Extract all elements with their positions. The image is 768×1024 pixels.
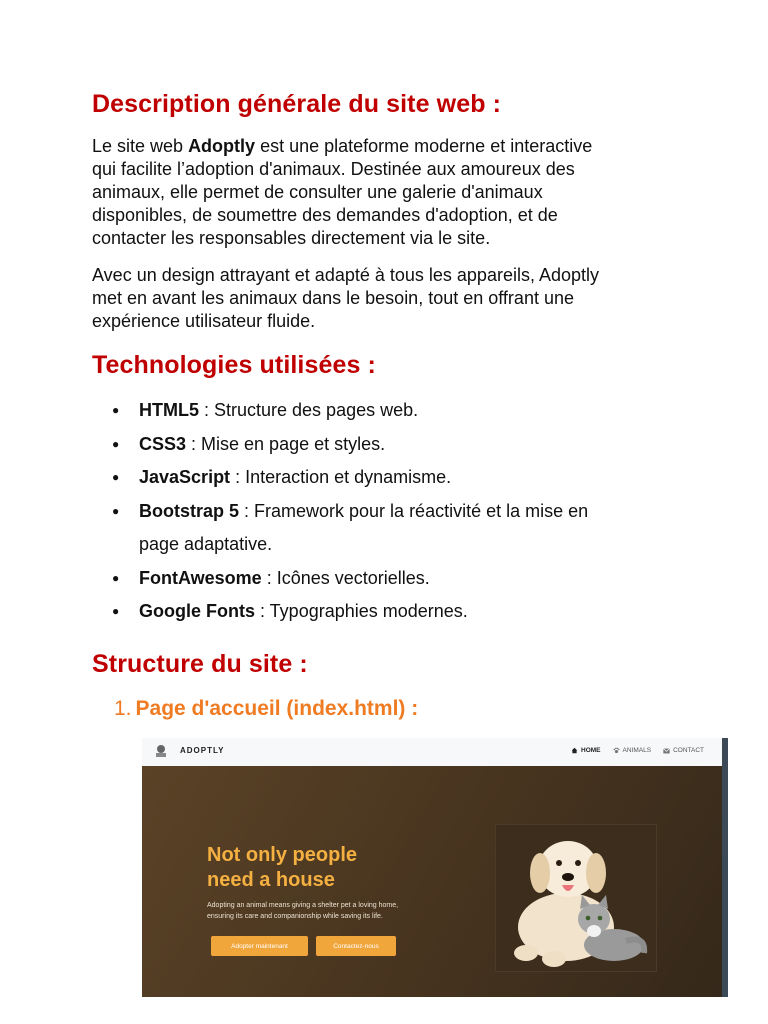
site-brand: ADOPTLY [180, 746, 225, 755]
text-run: est une plateforme moderne et interactive [255, 136, 593, 156]
contact-us-button: Contactez-nous [316, 936, 396, 956]
adopt-now-button: Adopter maintenant [211, 936, 308, 956]
section-heading-description: Description générale du site web : [92, 90, 502, 118]
list-item [112, 461, 712, 495]
list-item [112, 394, 712, 428]
envelope-icon [663, 748, 670, 754]
technologies-list [112, 394, 712, 629]
section-heading-technologies: Technologies utilisées : [92, 351, 376, 379]
nav-home [571, 747, 601, 754]
list-item [112, 495, 712, 529]
nav-label: HOME [581, 747, 601, 754]
item-desc: : Interaction et dynamisme. [230, 467, 452, 487]
logo-icon [154, 744, 168, 758]
scrollbar [722, 738, 728, 997]
hero-title-line: need a house [207, 869, 335, 891]
item-term: FontAwesome [139, 567, 262, 588]
paragraph-line: disponibles, de soumettre des demandes d'adoption, et de [92, 205, 558, 225]
item-term: JavaScript [139, 467, 231, 487]
dog-and-cat-illustration [496, 825, 656, 971]
bullet-icon: ● [112, 436, 120, 451]
hero-section [142, 766, 722, 997]
bullet-icon: ● [112, 470, 120, 484]
item-desc: : Framework pour la réactivité et la mise en [239, 500, 589, 521]
site-nav-links [571, 747, 704, 754]
hero-title-line: Not only people [207, 844, 357, 866]
list-item-continuation [112, 528, 712, 562]
list-number: 1. [114, 697, 132, 720]
item-desc: : Mise en page et styles. [186, 433, 386, 454]
bullet-icon: ● [112, 503, 120, 518]
item-desc: : Structure des pages web. [199, 400, 419, 420]
item-desc: page adaptative. [139, 534, 273, 554]
list-item [112, 595, 712, 629]
section-heading-structure: Structure du site : [92, 650, 308, 678]
nav-contact [663, 747, 704, 754]
paragraph-line [92, 135, 692, 158]
item-desc: : Icônes vectorielles. [261, 567, 430, 588]
pets-photo [495, 824, 657, 972]
bullet-icon: ● [112, 403, 120, 417]
list-item [112, 562, 712, 596]
paragraph-line: met en avant les animaux dans le besoin, tout en offrant une [92, 288, 574, 308]
text-run: Le site web [92, 136, 189, 156]
description-paragraph-1 [92, 135, 692, 250]
list-item [112, 428, 712, 462]
description-paragraph-2 [92, 264, 692, 333]
hero-text-line: ensuring its care and companionship while saving its life. [207, 913, 383, 920]
paragraph-line: qui facilite l’adoption d'animaux. Destinée aux amoureux des [92, 159, 575, 179]
paragraph-line: animaux, elle permet de consulter une galerie d'animaux [92, 182, 543, 202]
hero-description [207, 900, 457, 922]
paragraph-line: expérience utilisateur fluide. [92, 311, 316, 331]
paragraph-line: contacter les responsables directement via le site. [92, 228, 491, 248]
nav-label: CONTACT [673, 747, 704, 754]
nav-label: ANIMALS [622, 747, 652, 754]
homepage-screenshot [142, 738, 728, 997]
subheading-text: Page d'accueil (index.html) : [135, 697, 419, 720]
home-icon [571, 747, 578, 754]
subheading-home-page [114, 697, 418, 721]
item-term: HTML5 [139, 400, 199, 420]
hero-text-line: Adopting an animal means giving a shelter pet a loving home, [207, 902, 399, 909]
item-term: CSS3 [139, 433, 187, 454]
bullet-icon: ● [112, 604, 120, 618]
bullet-icon: ● [112, 570, 120, 585]
item-term: Google Fonts [139, 601, 255, 621]
brand-name-bold: Adoptly [188, 136, 256, 156]
item-term: Bootstrap 5 [139, 500, 240, 521]
hero-title [207, 843, 427, 893]
item-desc: : Typographies modernes. [255, 601, 468, 621]
paw-icon [613, 747, 620, 754]
site-navbar [142, 738, 722, 767]
nav-animals [613, 747, 652, 754]
paragraph-line: Avec un design attrayant et adapté à tous les appareils, Adoptly [92, 265, 600, 285]
